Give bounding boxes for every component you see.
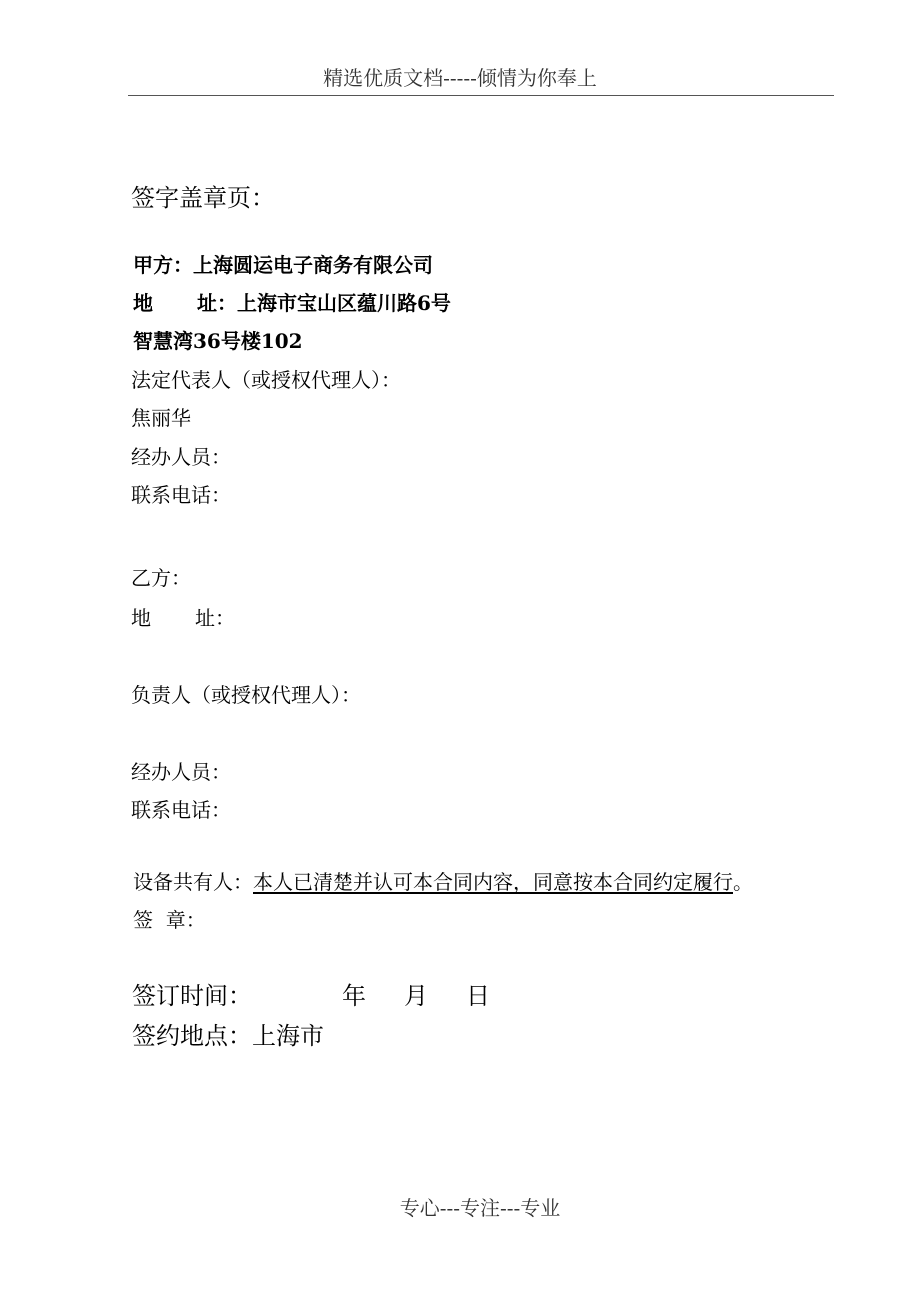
signing-day: 日 — [466, 982, 490, 1010]
party-a-rep-name: 焦丽华 — [131, 406, 191, 430]
co-owner-row — [133, 872, 753, 892]
party-b-address-label-1: 地 — [131, 606, 151, 630]
party-b-address-label-2: 址： — [195, 606, 235, 630]
party-a-address-label-2: 址： — [197, 291, 237, 315]
co-owner-label: 设备共有人： — [133, 870, 253, 894]
party-b-rep-label: 负责人（或授权代理人）： — [131, 683, 361, 707]
party-a-address-row — [133, 293, 451, 313]
co-owner-statement-end: 。 — [733, 870, 753, 894]
seal-label: 签 章： — [133, 908, 206, 932]
signing-place-label: 签约地点： — [132, 1022, 252, 1050]
signing-place-row — [132, 1024, 324, 1048]
signing-month: 月 — [404, 982, 428, 1010]
party-b-phone-label: 联系电话： — [131, 798, 231, 822]
signing-time-row — [132, 984, 490, 1008]
signing-place-value: 上海市 — [252, 1022, 324, 1050]
party-a-handler-label: 经办人员： — [131, 445, 231, 469]
party-a-label: 甲方： — [133, 253, 193, 277]
party-a-address-line1: 上海市宝山区蕴川路6号 — [237, 291, 451, 315]
party-a-phone-label: 联系电话： — [131, 483, 231, 507]
party-a-address-label-1: 地 — [133, 291, 153, 315]
page-title: 签字盖章页： — [131, 184, 275, 212]
signing-time-label: 签订时间： — [132, 982, 252, 1010]
party-a-rep-label: 法定代表人（或授权代理人）： — [131, 368, 401, 392]
page-header: 精选优质文档-----倾情为你奉上 — [323, 66, 597, 90]
party-a-name-row — [133, 255, 433, 275]
party-a-name: 上海圆运电子商务有限公司 — [193, 253, 433, 277]
signing-year: 年 — [342, 982, 366, 1010]
co-owner-statement: 本人已清楚并认可本合同内容，同意按本合同约定履行 — [253, 870, 733, 894]
party-b-address-row — [131, 608, 235, 628]
header-divider — [128, 95, 834, 96]
party-b-handler-label: 经办人员： — [131, 760, 231, 784]
party-b-label: 乙方： — [131, 566, 191, 590]
party-a-address-line2: 智慧湾36号楼102 — [133, 329, 303, 353]
page-footer: 专心---专注---专业 — [399, 1196, 561, 1220]
